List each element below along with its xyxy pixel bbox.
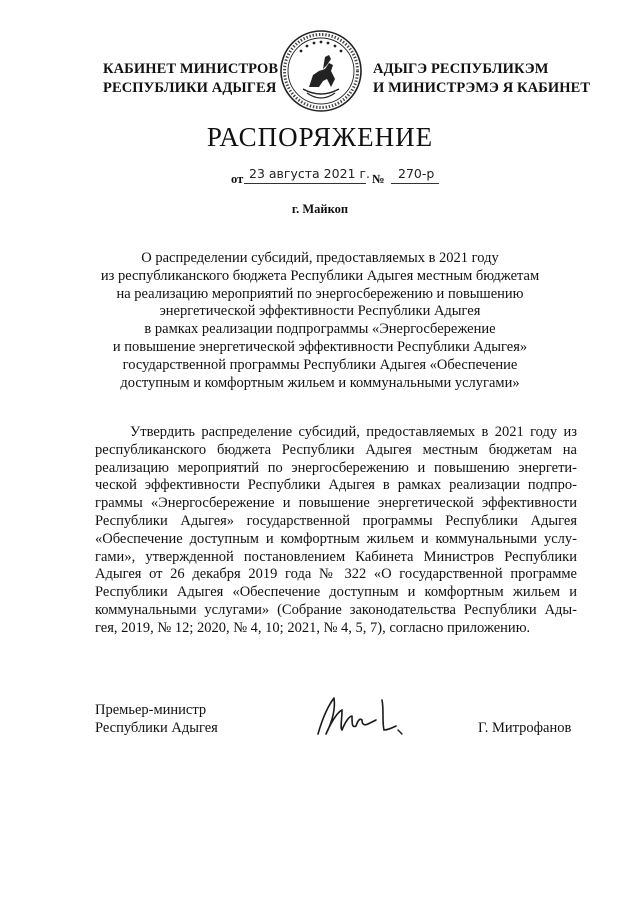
subject-line: доступным и комфортным жильем и коммунальными услугами» [120,374,520,391]
subject-line: из республиканского бюджета Республики Адыгея местным бюджетам [100,267,540,284]
number-underline [391,183,439,184]
subject-heading [80,250,560,392]
date-number-row [0,162,640,186]
body-line: гея, 2019, № 12; 2020, № 4, 10; 2021, № 4, 5, 7), согласно приложению. [95,619,531,636]
city-label: г. Майкоп [291,202,349,216]
subject-line: О распределении субсидий, предоставляемых в 2021 году [141,250,499,266]
body-line: реализацию мероприятий по энергосбережению и повышению энергети- [95,459,577,476]
header-right-line-1: АДЫГЭ РЕСПУБЛИКЭМ [373,61,549,77]
document-number: 270-р [398,166,435,181]
position-line-1: Премьер-министр [95,702,207,718]
body-line: граммы «Энергосбережение и повышение энергетической эффективности [95,495,577,512]
number-label: № [372,172,385,186]
body-line: коммунальными услугами» (Собрание законодательства Республики Ады- [95,601,577,618]
header-left-line-1: КАБИНЕТ МИНИСТРОВ [103,61,279,77]
position-line-2: Республики Адыгея [95,719,218,736]
handwritten-signature-icon [312,690,412,740]
body-line: гами», утвержденной постановлением Кабинета Министров Республики [95,548,577,565]
body-line: «Обеспечение доступным и комфортным жильем и коммунальными услу- [95,530,577,547]
body-line: Адыгея от 26 декабря 2019 года № 322 «О государственной программе [95,566,577,583]
header-right [373,60,590,98]
body-line: Республики Адыгея «Обеспечение доступным и комфортным жильем и [95,584,577,601]
body-line: Утвердить распределение субсидий, предоставляемых в 2021 году из [130,424,577,440]
body-line: ческой эффективности Республики Адыгея в рамках реализации подпро- [95,477,577,494]
body-paragraph [95,424,577,638]
subject-line: энергетической эффективности Республики Адыгея [159,303,481,320]
from-label: от [231,172,244,186]
signatory-name: Г. Митрофанов [478,720,572,736]
body-line: республиканского бюджета Республики Адыгея местным бюджетам на [95,441,577,458]
subject-line: в рамках реализации подпрограммы «Энергосбережение [144,321,496,338]
subject-line: и повышение энергетической эффективности Республики Адыгея» [112,338,528,355]
body-line: Республики Адыгея» государственной программы Республики Адыгея [95,512,577,529]
header-left [103,60,278,98]
document-date: 23 августа 2021 г. [249,166,370,181]
coat-of-arms-emblem-icon [279,29,363,113]
header-right-line-2: И МИНИСТРЭМЭ Я КАБИНЕТ [373,80,591,96]
date-underline [244,183,366,184]
subject-line: на реализацию мероприятий по энергосбережению и повышению [116,285,524,302]
header-left-line-2: РЕСПУБЛИКИ АДЫГЕЯ [103,80,277,96]
document-type-title: РАСПОРЯЖЕНИЕ [206,122,434,152]
signatory-position [95,702,218,738]
subject-line: государственной программы Республики Адыгея «Обеспечение [122,356,518,373]
